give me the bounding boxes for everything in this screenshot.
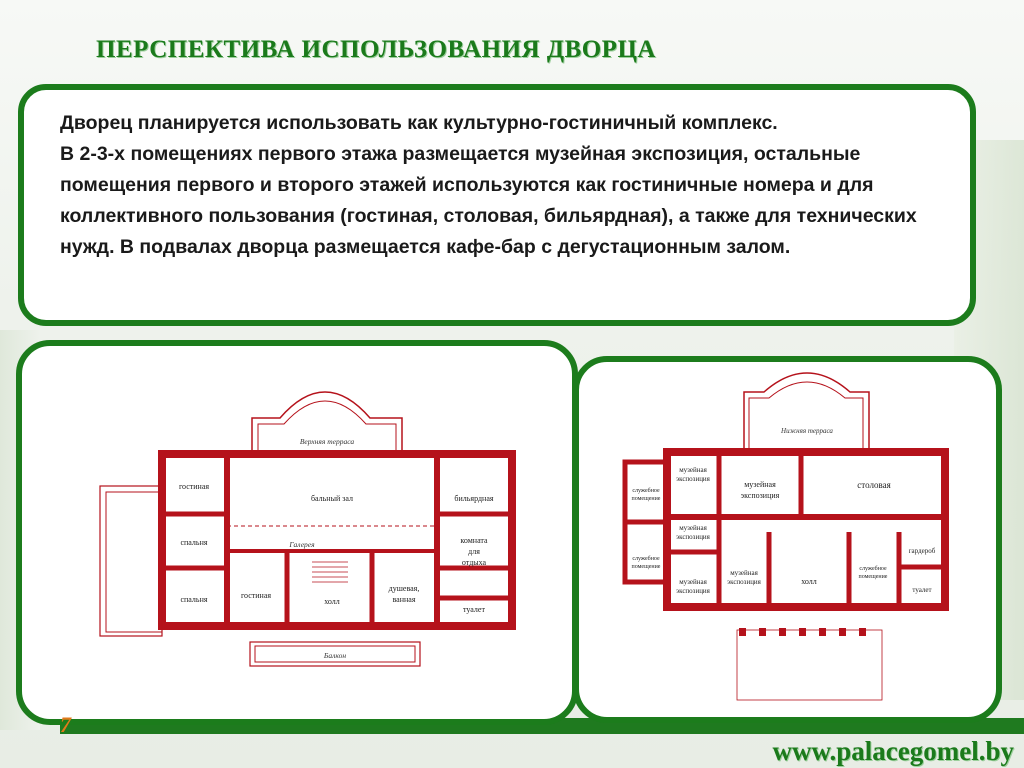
slide-title: ПЕРСПЕКТИВА ИСПОЛЬЗОВАНИЯ ДВОРЦА <box>96 36 656 63</box>
room-label: отдыха <box>461 558 487 567</box>
room-label: столовая <box>857 480 891 490</box>
gallery-label: Галерея <box>289 540 315 549</box>
room-label: музейная <box>679 466 707 474</box>
room-label: помещение <box>631 496 661 502</box>
first-floor-plan-frame <box>573 356 1002 723</box>
room-label: холл <box>324 597 340 606</box>
first-floor-plan <box>579 362 996 717</box>
room-label: комната <box>460 536 488 545</box>
room-label: музейная <box>679 578 707 586</box>
second-floor-plan-frame <box>16 340 578 725</box>
room-label: служебное <box>632 488 660 494</box>
room-label: ванная <box>392 595 416 604</box>
room-label: музейная <box>679 524 707 532</box>
room-label: спальня <box>180 538 208 547</box>
room-label: бильярдная <box>454 494 494 503</box>
room-label: туалет <box>463 605 485 614</box>
room-label: помещение <box>858 574 888 580</box>
room-label: душевая, <box>388 584 420 593</box>
room-label: для <box>468 547 480 556</box>
room-label: экспозиция <box>727 578 761 586</box>
lower-terrace-label: Нижняя терраса <box>781 427 833 435</box>
website-url[interactable]: www.palacegomel.by <box>772 736 1014 766</box>
page-number: 7 <box>60 712 71 737</box>
room-label: музейная <box>730 569 758 577</box>
room-label: служебное <box>632 556 660 562</box>
room-label: помещение <box>631 564 661 570</box>
room-label: гостиная <box>178 482 210 491</box>
room-label: служебное <box>859 566 887 572</box>
room-label: бальный зал <box>310 494 354 503</box>
room-label: музейная <box>744 480 776 489</box>
upper-terrace-label: Верхняя терраса <box>299 437 355 446</box>
room-label: экспозиция <box>676 475 710 483</box>
room-label: гардероб <box>908 547 936 555</box>
balcony-label: Балкон <box>323 651 347 660</box>
room-label: туалет <box>912 586 932 594</box>
description-text: Дворец планируется использовать как культурно-гостиничный комплекс. В 2-3-х помещениях первого этажа размещается музейная экспозиция, остальные помещения первого и второго этажей используются как гостиничные номера и для коллективного пользования (гостиная, столовая, бильярдная), а также для технических нужд. В подвалах дворца размещается кафе-бар с дегустационным залом. <box>60 112 917 258</box>
second-floor-plan <box>22 346 572 719</box>
description-box <box>18 84 976 326</box>
room-label: гостиная <box>240 591 272 600</box>
room-label: экспозиция <box>676 533 710 541</box>
room-label: холл <box>801 577 817 586</box>
room-label: спальня <box>180 595 208 604</box>
room-label: экспозиция <box>676 587 710 595</box>
room-label: экспозиция <box>740 491 780 500</box>
